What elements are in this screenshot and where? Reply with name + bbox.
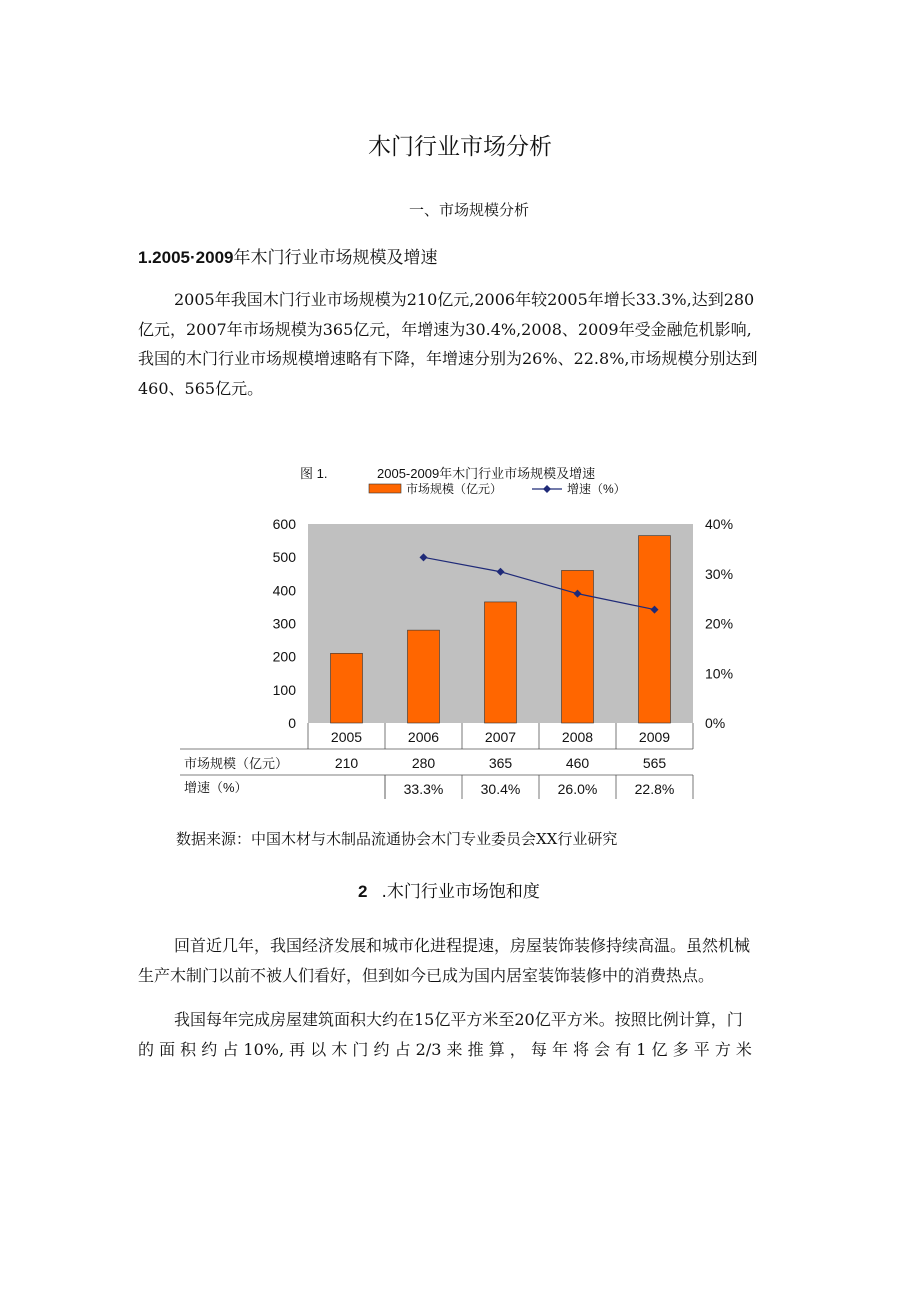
- paragraph-line: 生产木制门以前不被人们看好，但到如今已成为国内居室装饰装修中的消费热点。: [138, 965, 715, 985]
- x-tick-label: 2009: [638, 729, 671, 745]
- subheading-1-number: 1.2005·2009: [138, 248, 234, 267]
- x-tick-label: 2007: [484, 729, 517, 745]
- left-tick-label: 100: [272, 681, 296, 698]
- table-value: 30.4%: [480, 781, 521, 797]
- table-value: 33.3%: [403, 781, 444, 797]
- subheading-1-text: 年木门行业市场规模及增速: [233, 248, 438, 268]
- data-table: [180, 723, 693, 799]
- chart-legend: [369, 481, 626, 496]
- subheading-2: [358, 877, 540, 902]
- left-tick-label: 400: [272, 582, 296, 599]
- subheading-2-text: .木门行业市场饱和度: [381, 882, 540, 902]
- paragraph-line: 460、565亿元。: [138, 378, 264, 398]
- table-row1-label: 市场规模（亿元）: [184, 756, 289, 771]
- paragraph-line: 的 面 积 约 占 10%, 再 以 木 门 约 占 2/3 来 推 算 ， 每 年 将 会 有 1 亿 多 平 方 米: [138, 1039, 752, 1059]
- right-tick-label: 0%: [705, 715, 726, 731]
- left-tick-label: 500: [272, 549, 296, 566]
- legend-bar-label: 市场规模（亿元）: [406, 482, 503, 496]
- subheading-2-number: 2: [358, 882, 368, 901]
- right-tick-label: 20%: [705, 615, 734, 632]
- right-axis-ticks: [705, 516, 733, 731]
- bar: [639, 536, 671, 723]
- right-tick-label: 40%: [705, 516, 734, 532]
- paragraph-1: [138, 285, 788, 403]
- paragraph-line: 我国的木门行业市场规模增速略有下降，年增速分别为26%、22.8%,市场规模分别达到: [138, 349, 758, 368]
- x-tick-label: 2006: [407, 729, 440, 745]
- left-tick-label: 600: [272, 516, 296, 532]
- subheading-1: [138, 243, 437, 268]
- paragraph-3: [138, 1005, 788, 1064]
- table-value: 460: [565, 755, 590, 771]
- paragraph-line: 回首近几年，我国经济发展和城市化进程提速，房屋装饰装修持续高温。虽然机械: [174, 936, 751, 955]
- left-tick-label: 0: [288, 715, 296, 731]
- left-tick-label: 300: [272, 615, 296, 632]
- section-heading: 一、市场规模分析: [408, 201, 529, 219]
- table-value: 22.8%: [634, 781, 675, 797]
- x-tick-label: 2005: [330, 729, 363, 745]
- figure-label: 图 1.: [300, 466, 328, 481]
- bar: [485, 602, 517, 723]
- paragraph-line: 我国每年完成房屋建筑面积大约在15亿平方米至20亿平方米。按照比例计算，门: [174, 1010, 743, 1029]
- right-tick-label: 10%: [705, 665, 734, 682]
- market-size-chart: [170, 458, 750, 808]
- table-row2-label: 增速（%）: [184, 780, 248, 795]
- table-value: 365: [488, 755, 513, 771]
- legend-line-marker: [543, 485, 551, 493]
- table-value: 26.0%: [557, 781, 598, 797]
- paragraph-line: 亿元，2007年市场规模为365亿元，年增速为30.4%,2008、2009年受金融危机影响,: [138, 319, 752, 339]
- table-value: 565: [642, 755, 667, 771]
- x-tick-label: 2008: [561, 729, 594, 745]
- legend-line-label: 增速（%）: [567, 482, 626, 496]
- legend-bar-swatch: [369, 484, 401, 493]
- right-tick-label: 30%: [705, 565, 734, 582]
- bar: [408, 630, 440, 723]
- paragraph-2: [138, 931, 788, 990]
- left-tick-label: 200: [272, 648, 296, 665]
- bar: [331, 653, 363, 723]
- page-title: 木门行业市场分析: [368, 134, 552, 160]
- table-value: 210: [334, 755, 359, 771]
- chart-title: 2005-2009年木门行业市场规模及增速: [377, 466, 596, 481]
- left-axis-ticks: [273, 516, 297, 731]
- paragraph-line: 2005年我国木门行业市场规模为210亿元,2006年较2005年增长33.3%,达到280: [174, 290, 755, 309]
- table-value: 280: [411, 755, 436, 771]
- data-source: 数据来源：中国木材与木制品流通协会木门专业委员会XX行业研究: [176, 830, 618, 848]
